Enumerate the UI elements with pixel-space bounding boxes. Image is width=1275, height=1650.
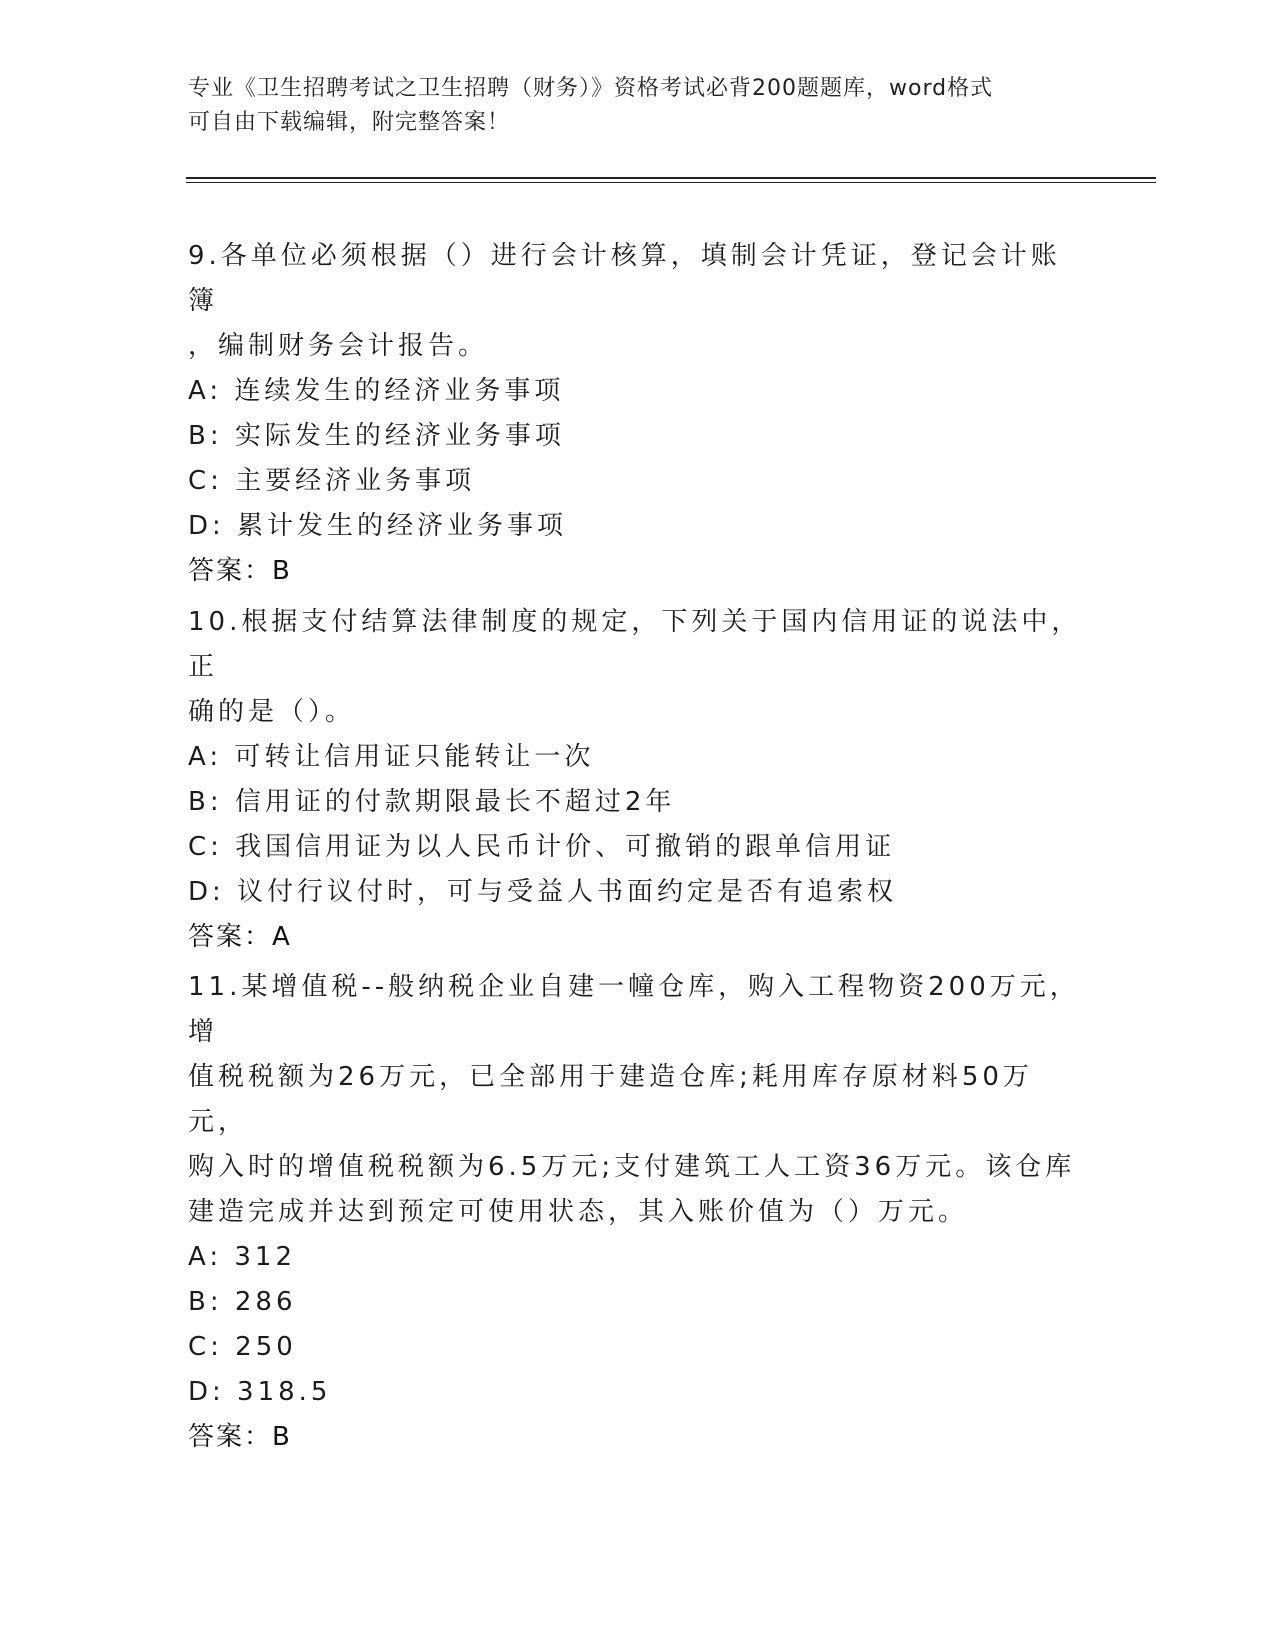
question-stem-line: 购入时的增值税税额为6.5万元;支付建筑工人工资36万元。该仓库 [188, 1152, 1076, 1182]
question-stem-line: 建造完成并达到预定可使用状态，其入账价值为（）万元。 [188, 1197, 969, 1227]
question-stem-line: 10.根据支付结算法律制度的规定，下列关于国内信用证的说法中，正 [188, 607, 1082, 682]
answer: 答案：A [188, 922, 292, 952]
option-a: A: 312 [188, 1242, 296, 1272]
option-a: A: 连续发生的经济业务事项 [188, 376, 565, 406]
option-b: B: 实际发生的经济业务事项 [188, 421, 565, 451]
header-line-2: 可自由下载编辑，附完整答案！ [188, 110, 511, 135]
question-stem-line: 值税税额为26万元，已全部用于建造仓库;耗用库存原材料50万元， [188, 1062, 1033, 1137]
question-11 [188, 965, 1088, 1460]
option-d: D: 议付行议付时，可与受益人书面约定是否有追索权 [188, 877, 898, 907]
question-stem-line: 9.各单位必须根据（）进行会计核算，填制会计凭证，登记会计账簿 [188, 241, 1061, 316]
option-b: B: 信用证的付款期限最长不超过2年 [188, 787, 676, 817]
answer: 答案：B [188, 1422, 292, 1452]
option-b: B: 286 [188, 1287, 297, 1317]
header-line-1: 专业《卫生招聘考试之卫生招聘（财务）》资格考试必背200题题库，word格式 [188, 76, 994, 101]
question-stem-line: ，编制财务会计报告。 [188, 331, 489, 361]
option-c: C: 250 [188, 1332, 297, 1362]
question-stem-line: 11.某增值税--般纳税企业自建一幢仓库，购入工程物资200万元，增 [188, 972, 1080, 1047]
question-stem-line: 确的是（）。 [188, 697, 356, 727]
option-c: C: 我国信用证为以人民币计价、可撤销的跟单信用证 [188, 832, 896, 862]
answer: 答案：B [188, 556, 292, 586]
question-10 [188, 600, 1088, 960]
option-d: D: 累计发生的经济业务事项 [188, 511, 568, 541]
option-a: A: 可转让信用证只能转让一次 [188, 742, 595, 772]
question-9 [188, 234, 1088, 594]
document-header [188, 72, 1088, 140]
header-rule-thick [186, 177, 1156, 179]
option-c: C: 主要经济业务事项 [188, 466, 476, 496]
header-rule-thin [186, 182, 1156, 183]
option-d: D: 318.5 [188, 1377, 332, 1407]
